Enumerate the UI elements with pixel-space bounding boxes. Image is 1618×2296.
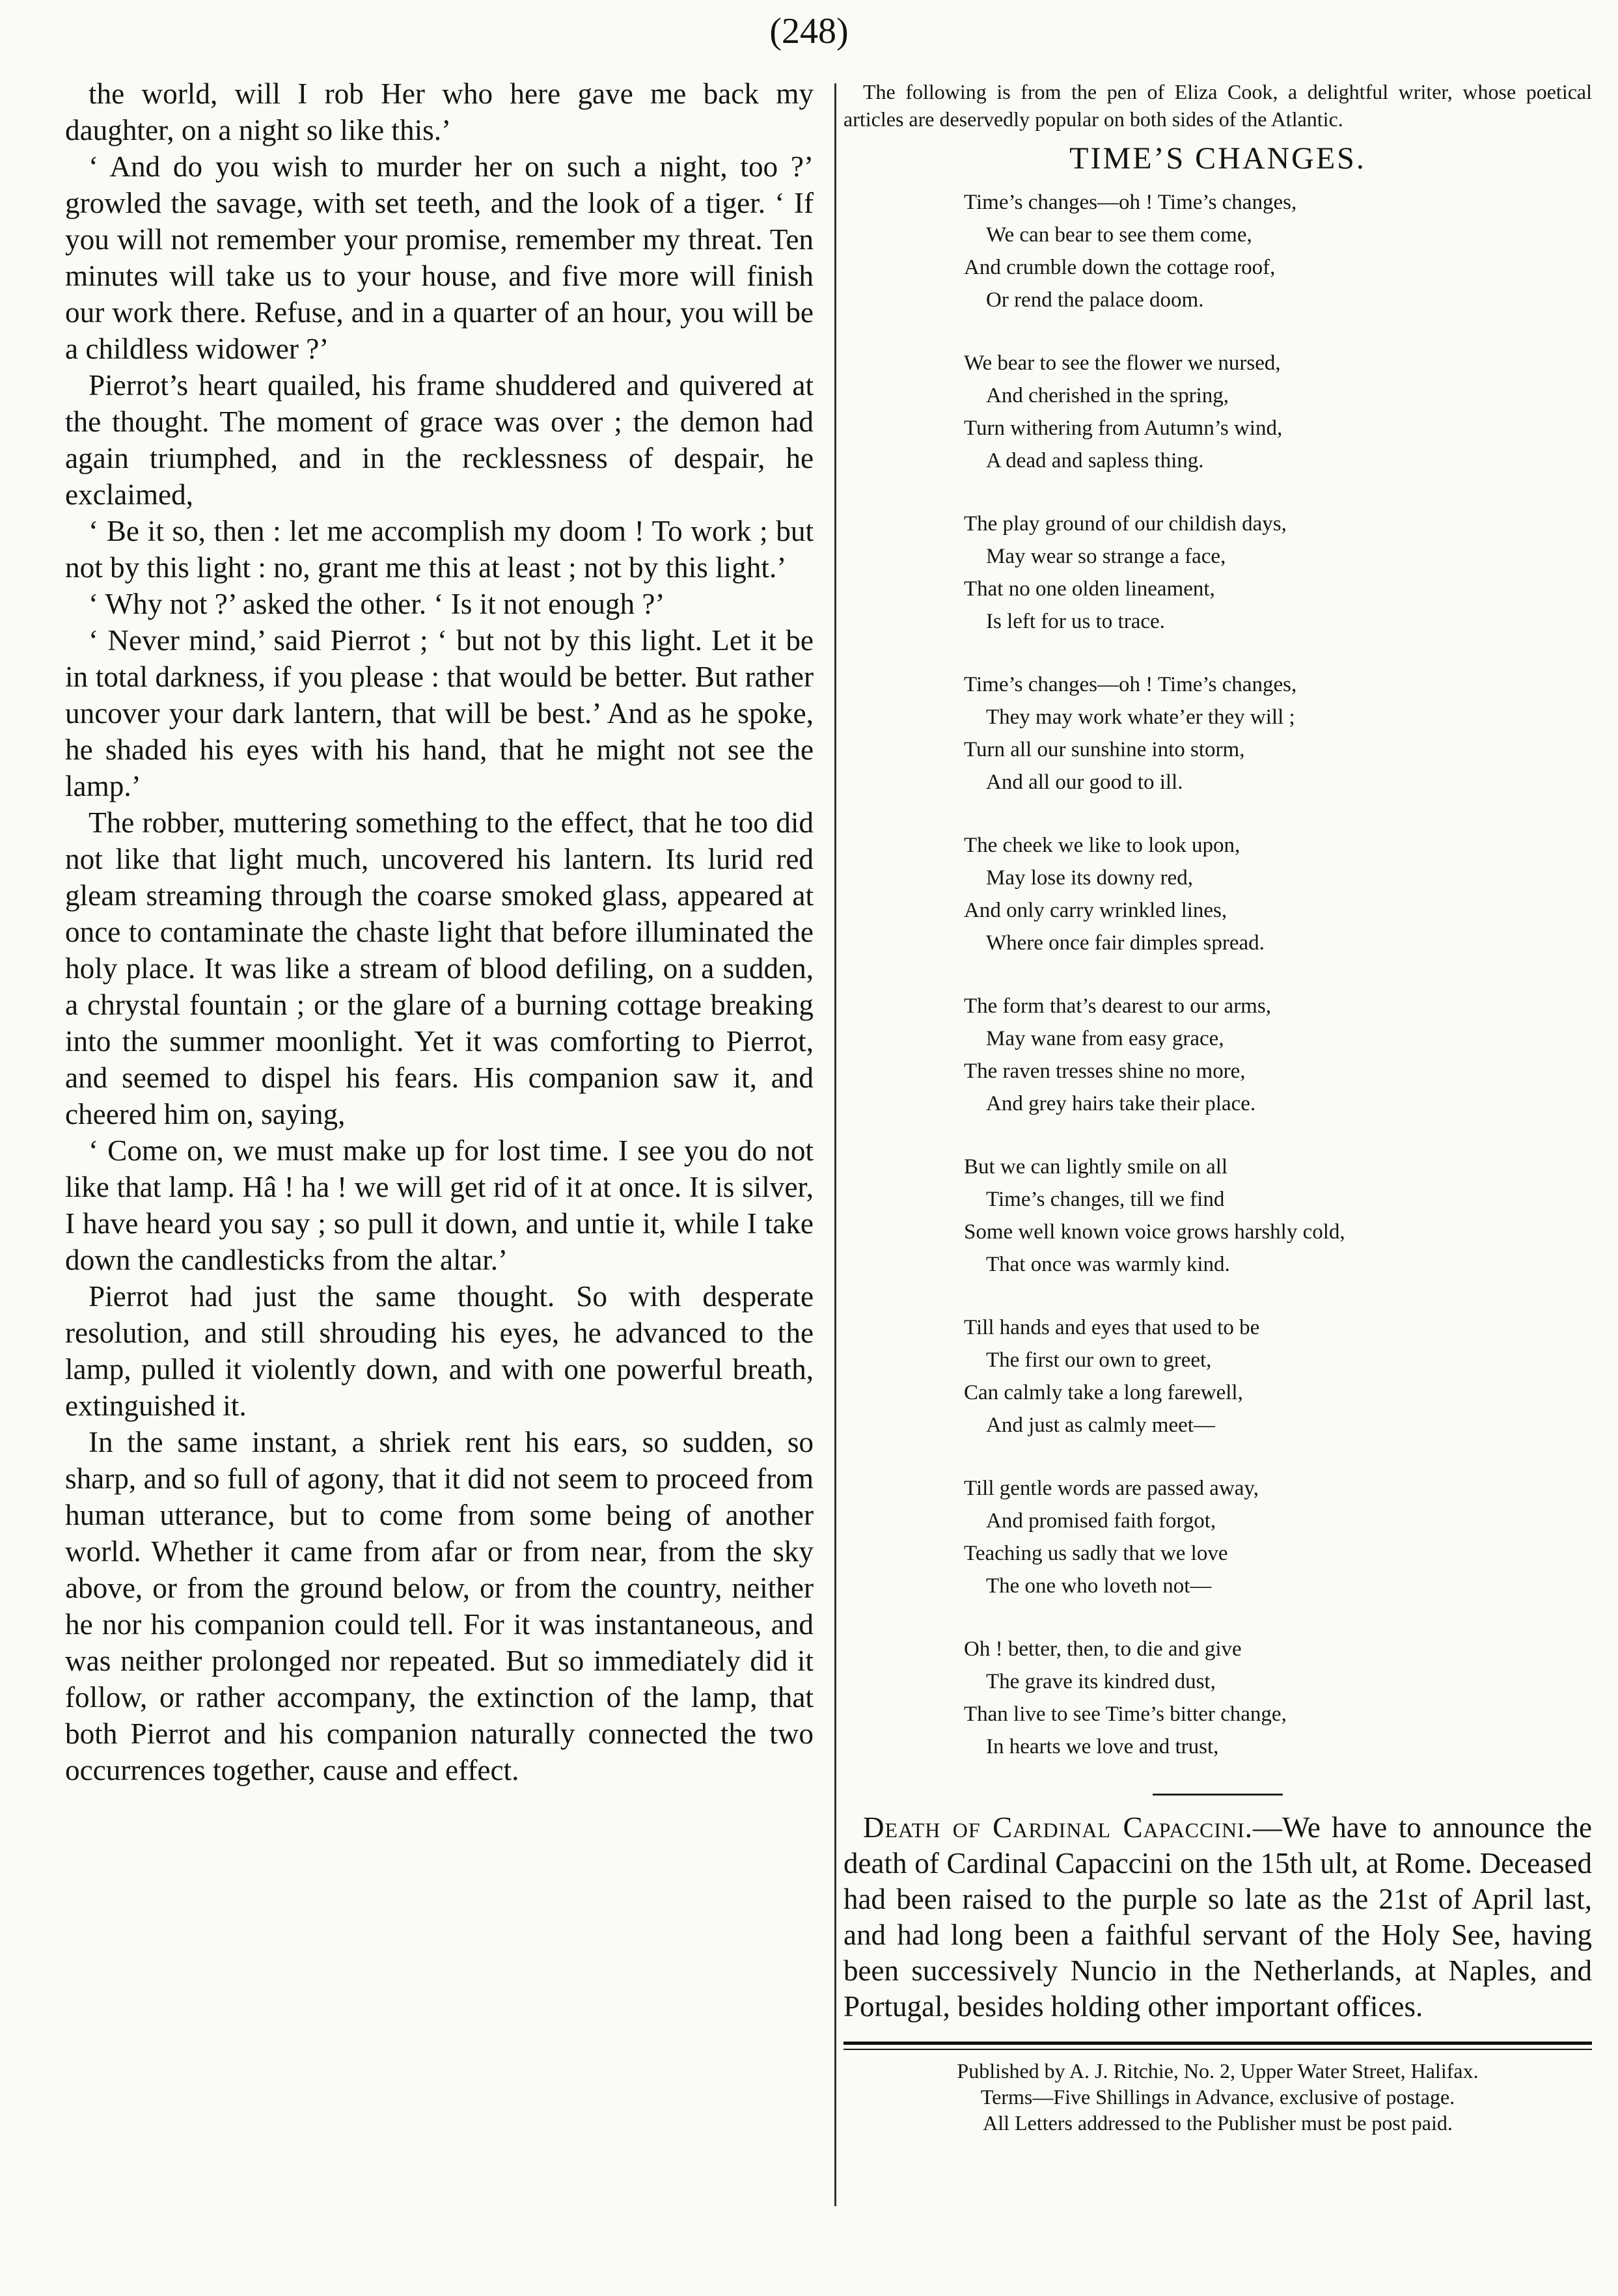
footer-terms-line: Terms—Five Shillings in Advance, exclusive of postage.	[980, 2085, 1455, 2109]
paragraph: The robber, muttering something to the effect, that he too did not like that light much, uncovered his lantern. Its lurid red gleam streaming through the coarse smoked glass, appeared at once to contaminate the chaste light that before illuminated the holy place. It was like a stream of blood defiling, on a sudden, a chrystal fountain ; or the glare of a burning cottage breaking into the summer moonlight. Yet it was comforting to Pierrot, and seemed to dispel his fears. His companion saw it, and cheered him on, saying,	[65, 806, 814, 1130]
poem-line: That no one olden lineament,	[964, 577, 1215, 601]
publisher-footer	[843, 2058, 1592, 2136]
poem-line: The one who loveth not—	[986, 1574, 1212, 1598]
poem-line: May lose its downy red,	[986, 866, 1194, 890]
poem-line: We can bear to see them come,	[986, 223, 1252, 247]
poem-line: Till hands and eyes that used to be	[964, 1316, 1260, 1339]
poem-stanza	[964, 1311, 1592, 1442]
poem-line: The grave its kindred dust,	[986, 1670, 1216, 1693]
poem-line: Oh ! better, then, to die and give	[964, 1637, 1242, 1661]
poem-line: May wear so strange a face,	[986, 545, 1226, 568]
paragraph: ‘ Why not ?’ asked the other. ‘ Is it not enough ?’	[89, 588, 665, 620]
poem-line: They may work whate’er they will ;	[986, 705, 1295, 729]
news-headline: Death of Cardinal Capaccini.	[863, 1811, 1253, 1844]
news-item	[843, 1810, 1592, 2025]
poem-stanza	[964, 1151, 1592, 1281]
poem-line: We bear to see the flower we nursed,	[964, 351, 1281, 375]
paragraph: ‘ Never mind,’ said Pierrot ; ‘ but not by this light. Let it be in total darkness, if you please : that would be better. But rather uncover your dark lantern, that will be best.’ And as he spoke, he shaded his eyes with his hand, that he might not see the lamp.’	[65, 624, 814, 802]
poem-line: And all our good to ill.	[986, 771, 1183, 794]
paragraph: In the same instant, a shriek rent his ears, so sudden, so sharp, and so full of agony, that it did not seem to proceed from human utterance, but to come from some being of another world. Whether it came from afar or from near, from the sky above, or from the ground below, or from the country, neither he nor his companion could tell. For it was instantaneous, and was neither prolonged nor repeated. But so immediately did it follow, or rather accompany, the extinction of the lamp, that both Pierrot and his companion naturally connected the two occurrences together, cause and effect.	[65, 1426, 814, 1786]
poem-stanza	[964, 829, 1592, 959]
poem-line: The cheek we like to look upon,	[964, 834, 1241, 857]
poem-line: Teaching us sadly that we love	[964, 1542, 1228, 1565]
page-number: (248)	[769, 11, 849, 51]
paragraph: Pierrot had just the same thought. So with desperate resolution, and still shrouding his eyes, he advanced to the lamp, pulled it violently down, and with one powerful breath, extinguished it.	[65, 1280, 814, 1422]
poem-line: And promised faith forgot,	[986, 1509, 1216, 1533]
poem-line: And cherished in the spring,	[986, 384, 1229, 407]
poem-line: Time’s changes—oh ! Time’s changes,	[964, 191, 1297, 214]
poem-line: Till gentle words are passed away,	[964, 1477, 1259, 1500]
poem-stanza	[964, 508, 1592, 638]
poem-stanza	[964, 990, 1592, 1120]
poem-line: Or rend the palace doom.	[986, 288, 1204, 312]
poem-line: Is left for us to trace.	[986, 610, 1165, 633]
poem-line: Turn all our sunshine into storm,	[964, 738, 1245, 761]
poem-intro: The following is from the pen of Eliza Cook, a delightful writer, whose poetical articles are deservedly popular on both sides of the Atlantic.	[843, 80, 1592, 131]
poem-line: Some well known voice grows harshly cold,	[964, 1220, 1345, 1244]
poem-title: TIME’S CHANGES.	[1069, 141, 1366, 176]
poem-line: Where once fair dimples spread.	[986, 931, 1265, 955]
poem-line: But we can lightly smile on all	[964, 1155, 1228, 1179]
poem-line: And crumble down the cottage roof,	[964, 256, 1276, 279]
poem-stanza	[964, 186, 1592, 316]
poem-line: Than live to see Time’s bitter change,	[964, 1702, 1287, 1726]
right-column	[843, 78, 1592, 2136]
paragraph: ‘ Come on, we must make up for lost time. I see you do not like that lamp. Hâ ! ha ! we will get rid of it at once. It is silver, I have heard you say ; so pull it down, and untie it, while I take down the candlesticks from the altar.’	[65, 1134, 814, 1276]
paragraph: ‘ Be it so, then : let me accomplish my doom ! To work ; but not by this light : no, grant me this at least ; not by this light.’	[65, 515, 814, 584]
poem-stanza	[964, 1472, 1592, 1602]
poem-line: The first our own to greet,	[986, 1348, 1212, 1372]
poem-line: And just as calmly meet—	[986, 1414, 1215, 1437]
poem-line: Can calmly take a long farewell,	[964, 1381, 1243, 1404]
left-column	[65, 75, 814, 1788]
poem-line: The form that’s dearest to our arms,	[964, 994, 1271, 1018]
paragraph: ‘ And do you wish to murder her on such a night, too ?’ growled the savage, with set teeth, and the look of a tiger. ‘ If you will not remember your promise, remember my threat. Ten minutes will take us to your house, and five more will finish our work there. Refuse, and in a quarter of an hour, you will be a childless widower ?’	[65, 150, 814, 365]
poem-line: A dead and sapless thing.	[986, 449, 1204, 472]
footer-rule-thin	[843, 2049, 1592, 2050]
poem-line: The raven tresses shine no more,	[964, 1059, 1246, 1083]
poem-stanza	[964, 1633, 1592, 1763]
poem-stanza	[964, 668, 1592, 799]
paragraph: the world, will I rob Her who here gave me back my daughter, on a night so like this.’	[65, 77, 814, 146]
poem-line: In hearts we love and trust,	[986, 1735, 1219, 1758]
news-body: —We have to announce the death of Cardinal Capaccini on the 15th ult, at Rome. Deceased had been raised to the purple so late as the 21st of April last, and had long been a faithful servant of the Holy See, having been successively Nuncio in the Netherlands, at Naples, and Portugal, besides holding other important offices.	[843, 1811, 1593, 2023]
section-rule	[1153, 1794, 1283, 1796]
poem-line: Time’s changes, till we find	[986, 1188, 1225, 1211]
poem-line: Time’s changes—oh ! Time’s changes,	[964, 673, 1297, 696]
column-divider	[834, 83, 836, 2206]
poem-stanza	[964, 347, 1592, 477]
poem-line: And only carry wrinkled lines,	[964, 899, 1227, 922]
poem-line: May wane from easy grace,	[986, 1027, 1224, 1050]
footer-publisher-line: Published by A. J. Ritchie, No. 2, Upper Water Street, Halifax.	[957, 2059, 1479, 2083]
footer-rule	[843, 2042, 1592, 2045]
poem-line: And grey hairs take their place.	[986, 1092, 1256, 1115]
paragraph: Pierrot’s heart quailed, his frame shuddered and quivered at the thought. The moment of grace was over ; the demon had again triumphed, and in the recklessness of despair, he exclaimed,	[65, 369, 814, 511]
poem-line: That once was warmly kind.	[986, 1253, 1230, 1276]
poem	[964, 186, 1592, 1763]
poem-line: Turn withering from Autumn’s wind,	[964, 417, 1283, 440]
footer-letters-line: All Letters addressed to the Publisher must be post paid.	[983, 2111, 1453, 2135]
poem-line: The play ground of our childish days,	[964, 512, 1287, 536]
